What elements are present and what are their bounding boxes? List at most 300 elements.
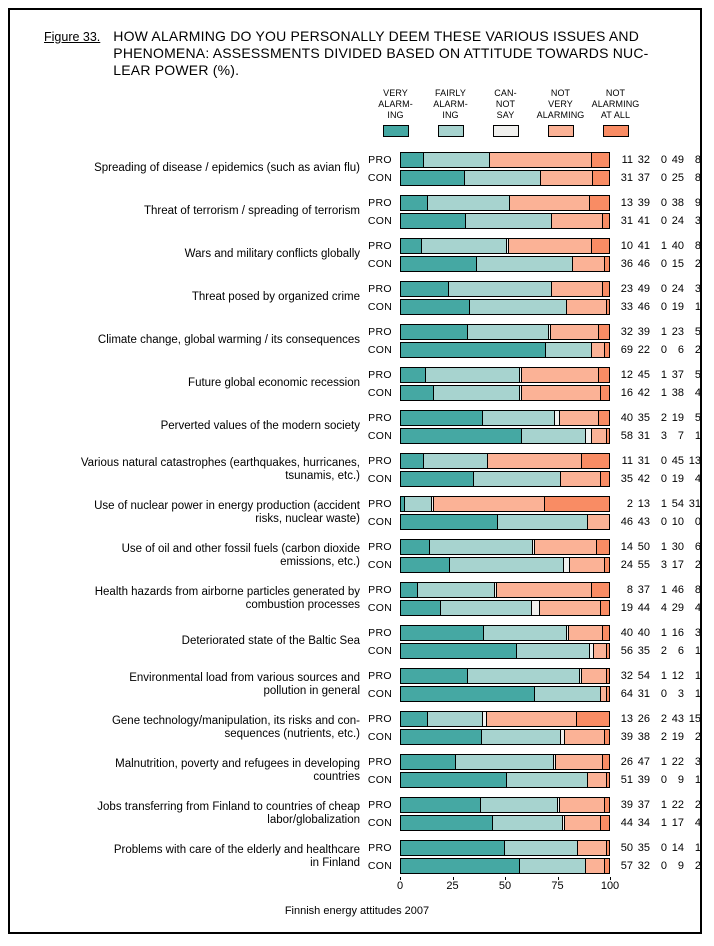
bar-segment bbox=[510, 196, 590, 210]
bar-track bbox=[400, 453, 610, 469]
bar-segment bbox=[430, 540, 533, 554]
value-label: 1 bbox=[660, 756, 667, 768]
value-label: 46 bbox=[620, 516, 633, 528]
bar-row-con bbox=[360, 600, 701, 616]
value-label: 1 bbox=[660, 326, 667, 338]
bar-row-con bbox=[360, 342, 701, 358]
value-label: 26 bbox=[637, 713, 650, 725]
category-row bbox=[0, 367, 714, 401]
bar-row-pro bbox=[360, 625, 701, 641]
value-label: 14 bbox=[620, 541, 633, 553]
bar-segment bbox=[605, 558, 609, 572]
value-label: 54 bbox=[637, 670, 650, 682]
category-label-line: combustion processes bbox=[245, 599, 360, 611]
category-label bbox=[0, 586, 360, 613]
value-label: 55 bbox=[637, 559, 650, 571]
value-label: 31 bbox=[620, 215, 633, 227]
legend-item bbox=[478, 88, 533, 137]
bar-segment bbox=[607, 773, 609, 787]
bar-segment bbox=[474, 472, 561, 486]
bar-track bbox=[400, 557, 610, 573]
category-row bbox=[0, 582, 714, 616]
value-labels bbox=[618, 584, 701, 596]
value-label: 8 bbox=[694, 240, 701, 252]
category-label-line: tsunamis, etc.) bbox=[285, 470, 360, 482]
value-label: 2 bbox=[660, 412, 667, 424]
category-label bbox=[0, 205, 360, 219]
category-label bbox=[0, 672, 360, 699]
bar-segment bbox=[565, 730, 605, 744]
value-label: 37 bbox=[637, 584, 650, 596]
bar-segment bbox=[561, 472, 601, 486]
value-label: 22 bbox=[637, 344, 650, 356]
category-bars bbox=[360, 453, 701, 487]
bar-row-pro bbox=[360, 668, 701, 684]
value-label: 50 bbox=[620, 842, 633, 854]
value-labels bbox=[618, 172, 701, 184]
value-label: 2 bbox=[626, 498, 633, 510]
value-label: 8 bbox=[694, 584, 701, 596]
row-group-label: CON bbox=[367, 645, 393, 657]
bar-row-con bbox=[360, 772, 701, 788]
value-labels bbox=[618, 301, 701, 313]
category-label bbox=[0, 291, 360, 305]
value-label: 6 bbox=[677, 344, 684, 356]
bar-segment bbox=[605, 257, 609, 271]
axis-tick-label: 50 bbox=[498, 880, 512, 892]
category-bars bbox=[360, 754, 701, 788]
category-label-line: Problems with care of the elderly and healthcare bbox=[113, 843, 360, 856]
value-label: 49 bbox=[637, 283, 650, 295]
row-group-label: PRO bbox=[368, 584, 392, 596]
value-labels bbox=[618, 473, 701, 485]
category-bars bbox=[360, 539, 701, 573]
category-label bbox=[0, 715, 360, 742]
bar-segment bbox=[541, 171, 592, 185]
bar-track bbox=[400, 772, 610, 788]
value-label: 2 bbox=[694, 799, 701, 811]
legend-label-line: NOT bbox=[605, 88, 626, 98]
value-label: 2 bbox=[694, 258, 701, 270]
value-label: 4 bbox=[660, 602, 667, 614]
bar-segment bbox=[401, 859, 520, 873]
row-group-label: CON bbox=[367, 258, 393, 270]
bar-row-pro bbox=[360, 496, 701, 512]
category-row bbox=[0, 840, 714, 874]
bar-segment bbox=[597, 540, 609, 554]
value-label: 31 bbox=[688, 498, 701, 510]
bar-track bbox=[400, 668, 610, 684]
axis-tick-label: 0 bbox=[396, 880, 404, 892]
bar-segment bbox=[588, 773, 607, 787]
bar-track bbox=[400, 299, 610, 315]
category-label bbox=[0, 457, 360, 484]
bar-track bbox=[400, 625, 610, 641]
legend-label bbox=[423, 88, 478, 121]
bar-segment bbox=[607, 687, 609, 701]
legend-swatch bbox=[603, 125, 629, 137]
value-label: 40 bbox=[637, 627, 650, 639]
bar-track bbox=[400, 213, 610, 229]
bar-track bbox=[400, 238, 610, 254]
bar-segment bbox=[401, 755, 456, 769]
value-label: 1 bbox=[694, 842, 701, 854]
bar-segment bbox=[401, 841, 505, 855]
category-label-line: Climate change, global warming / its consequences bbox=[97, 334, 360, 347]
value-label: 32 bbox=[620, 326, 633, 338]
bar-segment bbox=[401, 171, 465, 185]
value-label: 9 bbox=[677, 860, 684, 872]
figure-title bbox=[113, 28, 648, 79]
bar-segment bbox=[401, 687, 535, 701]
value-labels bbox=[618, 154, 701, 166]
bar-segment bbox=[522, 368, 599, 382]
legend-label bbox=[533, 88, 588, 121]
value-label: 31 bbox=[637, 455, 650, 467]
category-row bbox=[0, 453, 714, 487]
bar-segment bbox=[569, 626, 602, 640]
bar-row-con bbox=[360, 686, 701, 702]
bar-row-pro bbox=[360, 539, 701, 555]
value-label: 46 bbox=[637, 301, 650, 313]
bar-segment bbox=[552, 214, 602, 228]
legend-label-line: VERY bbox=[548, 99, 573, 109]
value-label: 3 bbox=[660, 430, 667, 442]
bar-row-con bbox=[360, 557, 701, 573]
bar-row-pro bbox=[360, 281, 701, 297]
value-label: 46 bbox=[637, 258, 650, 270]
legend-item bbox=[368, 88, 423, 137]
bar-segment bbox=[522, 386, 600, 400]
value-label: 4 bbox=[694, 387, 701, 399]
value-label: 40 bbox=[671, 240, 684, 252]
category-label bbox=[0, 248, 360, 262]
value-label: 0 bbox=[660, 860, 667, 872]
category-row bbox=[0, 281, 714, 315]
bar-track bbox=[400, 643, 610, 659]
bar-segment bbox=[607, 429, 609, 443]
bar-segment bbox=[401, 429, 522, 443]
bar-segment bbox=[401, 153, 424, 167]
bar-segment bbox=[546, 343, 592, 357]
value-label: 9 bbox=[677, 774, 684, 786]
bar-track bbox=[400, 797, 610, 813]
value-label: 0 bbox=[660, 774, 667, 786]
value-label: 15 bbox=[688, 713, 701, 725]
bar-segment bbox=[401, 712, 428, 726]
value-label: 35 bbox=[620, 473, 633, 485]
value-label: 44 bbox=[620, 817, 633, 829]
bar-segment bbox=[465, 171, 541, 185]
bar-segment bbox=[405, 497, 432, 511]
value-label: 2 bbox=[660, 645, 667, 657]
value-label: 19 bbox=[671, 731, 684, 743]
value-label: 10 bbox=[620, 240, 633, 252]
value-label: 0 bbox=[694, 516, 701, 528]
legend-swatch bbox=[438, 125, 464, 137]
category-row bbox=[0, 797, 714, 831]
value-labels bbox=[618, 412, 701, 424]
value-label: 50 bbox=[637, 541, 650, 553]
bar-row-pro bbox=[360, 152, 701, 168]
bar-segment bbox=[426, 368, 520, 382]
value-label: 2 bbox=[660, 713, 667, 725]
value-label: 1 bbox=[660, 584, 667, 596]
row-group-label: PRO bbox=[368, 326, 392, 338]
value-labels bbox=[618, 387, 701, 399]
value-label: 13 bbox=[620, 713, 633, 725]
bar-segment bbox=[470, 300, 567, 314]
value-label: 33 bbox=[620, 301, 633, 313]
value-label: 1 bbox=[694, 774, 701, 786]
bar-segment bbox=[599, 325, 609, 339]
bar-segment bbox=[573, 257, 605, 271]
category-label-line: sequences (nutrients, etc.) bbox=[224, 728, 360, 740]
bar-segment bbox=[422, 239, 507, 253]
bar-segment bbox=[401, 644, 517, 658]
bar-row-pro bbox=[360, 195, 701, 211]
value-labels bbox=[618, 516, 701, 528]
value-label: 3 bbox=[694, 627, 701, 639]
value-label: 1 bbox=[660, 799, 667, 811]
value-labels bbox=[618, 645, 701, 657]
bar-segment bbox=[481, 798, 557, 812]
value-label: 51 bbox=[620, 774, 633, 786]
value-label: 37 bbox=[637, 799, 650, 811]
row-group-label: CON bbox=[367, 559, 393, 571]
bar-segment bbox=[498, 515, 588, 529]
bar-segment bbox=[482, 730, 561, 744]
row-group-label: CON bbox=[367, 172, 393, 184]
row-group-label: PRO bbox=[368, 842, 392, 854]
value-label: 39 bbox=[637, 326, 650, 338]
bar-track bbox=[400, 471, 610, 487]
category-bars bbox=[360, 152, 701, 186]
value-label: 34 bbox=[637, 817, 650, 829]
bar-row-con bbox=[360, 815, 701, 831]
chart-rows bbox=[0, 152, 714, 883]
bar-track bbox=[400, 152, 610, 168]
row-group-label: PRO bbox=[368, 283, 392, 295]
bar-row-con bbox=[360, 471, 701, 487]
legend-label-line: VERY bbox=[383, 88, 408, 98]
value-labels bbox=[618, 842, 701, 854]
value-label: 0 bbox=[660, 258, 667, 270]
category-bars bbox=[360, 840, 701, 874]
value-label: 2 bbox=[694, 731, 701, 743]
value-label: 11 bbox=[621, 455, 633, 467]
category-label-line: Future global economic recession bbox=[188, 377, 360, 390]
value-label: 56 bbox=[620, 645, 633, 657]
value-label: 39 bbox=[637, 774, 650, 786]
legend-label bbox=[478, 88, 533, 121]
row-group-label: CON bbox=[367, 860, 393, 872]
bar-segment bbox=[552, 282, 602, 296]
category-row bbox=[0, 324, 714, 358]
category-row bbox=[0, 754, 714, 788]
bar-row-con bbox=[360, 643, 701, 659]
category-bars bbox=[360, 711, 701, 745]
bar-segment bbox=[401, 558, 450, 572]
value-label: 4 bbox=[694, 817, 701, 829]
value-label: 24 bbox=[671, 283, 684, 295]
value-label: 32 bbox=[620, 670, 633, 682]
value-label: 39 bbox=[637, 197, 650, 209]
bar-track bbox=[400, 281, 610, 297]
value-label: 24 bbox=[671, 215, 684, 227]
value-label: 26 bbox=[620, 756, 633, 768]
bar-segment bbox=[582, 669, 607, 683]
bar-segment bbox=[449, 282, 552, 296]
bar-row-con bbox=[360, 385, 701, 401]
value-label: 41 bbox=[637, 240, 650, 252]
value-labels bbox=[618, 369, 701, 381]
value-label: 37 bbox=[637, 172, 650, 184]
category-label bbox=[0, 635, 360, 649]
bar-track bbox=[400, 582, 610, 598]
category-row bbox=[0, 195, 714, 229]
bar-row-pro bbox=[360, 797, 701, 813]
bar-segment bbox=[493, 816, 564, 830]
category-label-line: pollution in general bbox=[263, 685, 360, 697]
bar-segment bbox=[599, 411, 609, 425]
bar-segment bbox=[401, 540, 430, 554]
bar-segment bbox=[401, 368, 426, 382]
value-labels bbox=[618, 713, 701, 725]
bar-segment bbox=[428, 712, 483, 726]
bar-row-con bbox=[360, 170, 701, 186]
figure-title-line: LEAR POWER (%). bbox=[113, 62, 240, 78]
value-label: 23 bbox=[671, 326, 684, 338]
category-bars bbox=[360, 410, 701, 444]
category-bars bbox=[360, 324, 701, 358]
value-label: 42 bbox=[637, 473, 650, 485]
bar-segment bbox=[450, 558, 563, 572]
value-label: 31 bbox=[637, 430, 650, 442]
bar-segment bbox=[401, 196, 428, 210]
value-label: 4 bbox=[694, 473, 701, 485]
row-group-label: PRO bbox=[368, 197, 392, 209]
legend-label-line: ING bbox=[387, 110, 404, 120]
bar-track bbox=[400, 428, 610, 444]
bar-track bbox=[400, 840, 610, 856]
value-labels bbox=[618, 541, 701, 553]
bar-track bbox=[400, 410, 610, 426]
bar-segment bbox=[601, 472, 609, 486]
bar-track bbox=[400, 256, 610, 272]
value-label: 6 bbox=[677, 645, 684, 657]
value-label: 35 bbox=[637, 645, 650, 657]
category-label-line: Threat posed by organized crime bbox=[191, 291, 360, 304]
legend-label-line: ALARMING bbox=[536, 110, 585, 120]
bar-segment bbox=[607, 644, 609, 658]
bar-segment bbox=[401, 798, 481, 812]
value-label: 1 bbox=[660, 498, 667, 510]
value-label: 1 bbox=[660, 670, 667, 682]
value-label: 3 bbox=[660, 559, 667, 571]
bar-segment bbox=[520, 859, 587, 873]
legend-swatch bbox=[383, 125, 409, 137]
value-labels bbox=[618, 498, 701, 510]
category-label bbox=[0, 377, 360, 391]
category-label-line: Various natural catastrophes (earthquakes, hurricanes, bbox=[80, 456, 360, 469]
value-labels bbox=[618, 215, 701, 227]
bar-segment bbox=[578, 841, 607, 855]
bar-segment bbox=[468, 325, 549, 339]
bar-segment bbox=[488, 454, 582, 468]
value-label: 8 bbox=[626, 584, 633, 596]
value-labels bbox=[618, 602, 701, 614]
value-label: 5 bbox=[694, 412, 701, 424]
bar-segment bbox=[401, 730, 482, 744]
bar-segment bbox=[424, 454, 488, 468]
category-label-line: labor/globalization bbox=[267, 814, 360, 826]
bar-segment bbox=[401, 343, 546, 357]
value-label: 19 bbox=[671, 473, 684, 485]
axis-tick-label: 75 bbox=[551, 880, 564, 892]
value-label: 2 bbox=[694, 860, 701, 872]
category-label-line: emissions, etc.) bbox=[280, 556, 360, 568]
value-label: 35 bbox=[637, 412, 650, 424]
value-label: 3 bbox=[694, 215, 701, 227]
value-labels bbox=[618, 817, 701, 829]
value-label: 3 bbox=[694, 756, 701, 768]
bar-segment bbox=[401, 773, 507, 787]
value-labels bbox=[618, 670, 701, 682]
value-labels bbox=[618, 799, 701, 811]
value-label: 0 bbox=[660, 842, 667, 854]
category-label-line: Environmental load from various sources and bbox=[129, 671, 360, 684]
category-row bbox=[0, 625, 714, 659]
footer-caption: Finnish energy attitudes 2007 bbox=[284, 905, 430, 917]
bar-track bbox=[400, 686, 610, 702]
value-label: 0 bbox=[660, 197, 667, 209]
value-label: 8 bbox=[694, 154, 701, 166]
value-label: 15 bbox=[671, 258, 684, 270]
value-labels bbox=[618, 240, 701, 252]
bar-track bbox=[400, 729, 610, 745]
category-label-line: Jobs transferring from Finland to countries of cheap bbox=[97, 800, 360, 813]
bar-segment bbox=[483, 411, 555, 425]
value-label: 32 bbox=[637, 154, 650, 166]
category-label-line: countries bbox=[313, 771, 360, 783]
category-bars bbox=[360, 625, 701, 659]
bar-segment bbox=[428, 196, 510, 210]
bar-segment bbox=[603, 626, 609, 640]
bar-segment bbox=[401, 669, 468, 683]
bar-segment bbox=[590, 196, 609, 210]
legend-label bbox=[368, 88, 423, 121]
bar-track bbox=[400, 385, 610, 401]
row-group-label: PRO bbox=[368, 455, 392, 467]
category-label-line: Malnutrition, poverty and refugees in developing bbox=[115, 757, 360, 770]
legend-label-line: SAY bbox=[496, 110, 515, 120]
bar-segment bbox=[401, 816, 493, 830]
value-label: 24 bbox=[620, 559, 633, 571]
bar-track bbox=[400, 858, 610, 874]
bar-segment bbox=[540, 601, 600, 615]
bar-segment bbox=[567, 300, 607, 314]
bar-segment bbox=[484, 626, 567, 640]
bar-segment bbox=[588, 515, 609, 529]
row-group-label: CON bbox=[367, 215, 393, 227]
bar-segment bbox=[592, 343, 605, 357]
bar-row-pro bbox=[360, 238, 701, 254]
value-label: 45 bbox=[671, 455, 684, 467]
row-group-label: PRO bbox=[368, 756, 392, 768]
bar-track bbox=[400, 539, 610, 555]
value-label: 2 bbox=[660, 731, 667, 743]
